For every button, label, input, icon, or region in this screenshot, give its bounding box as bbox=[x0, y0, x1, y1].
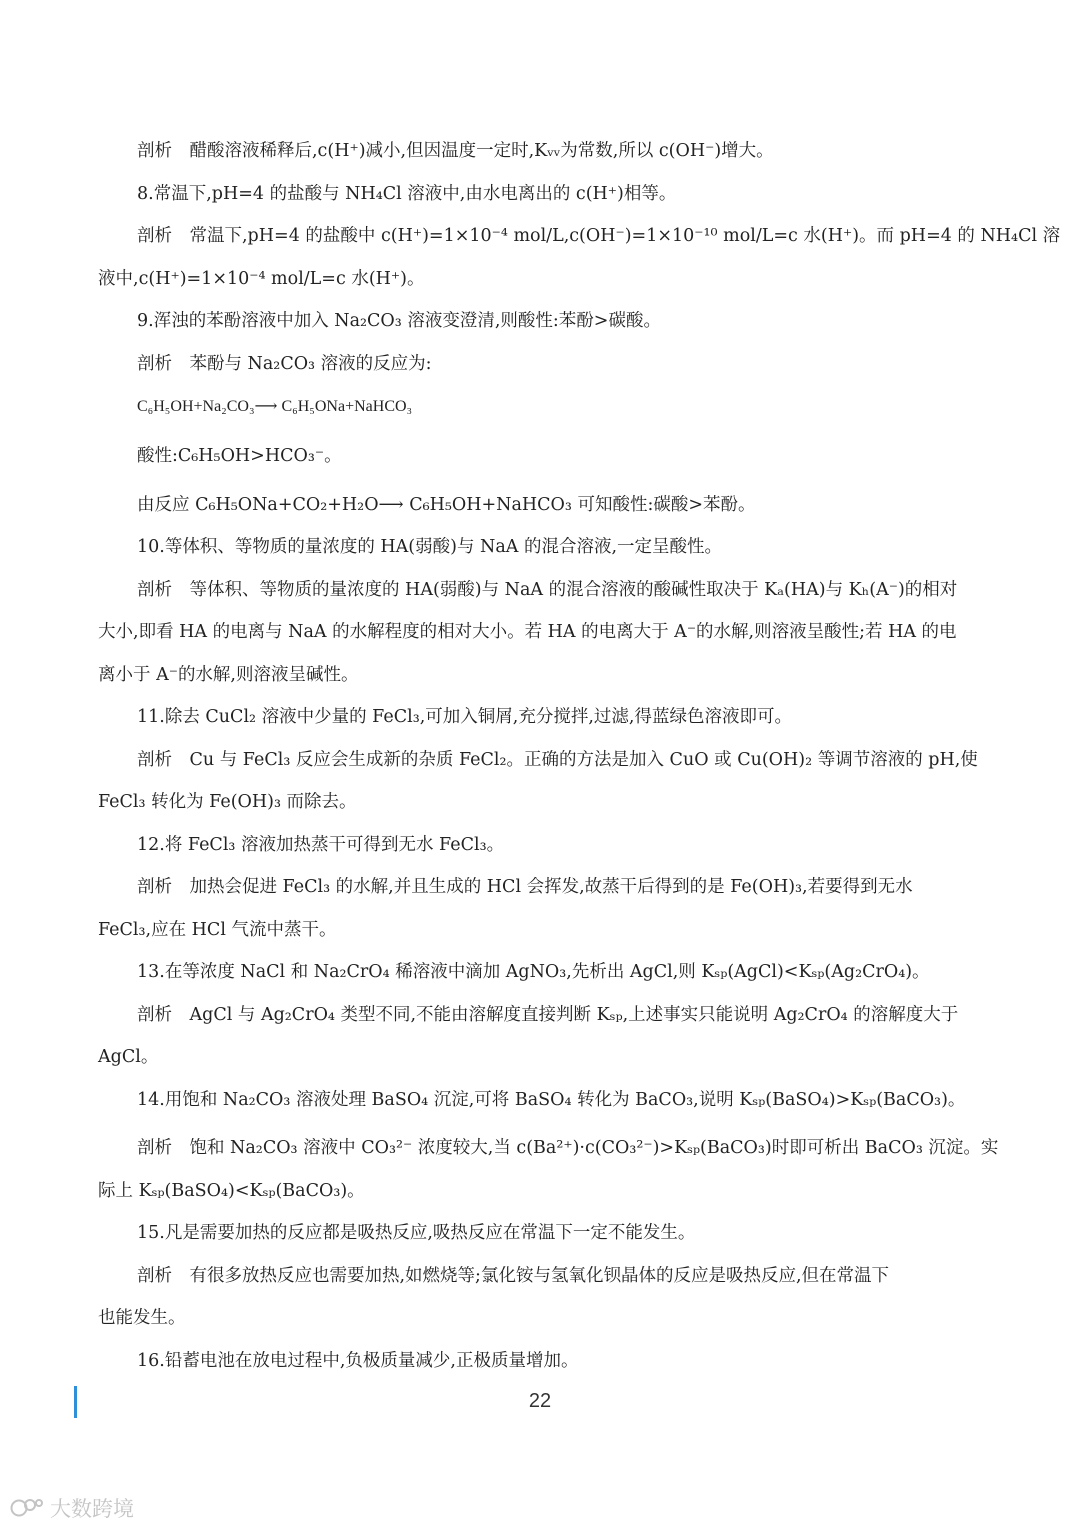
text-line: 13.在等浓度 NaCl 和 Na₂CrO₄ 稀溶液中滴加 AgNO₃,先析出 AgCl,则 Kₛₚ(AgCl)<Kₛₚ(Ag₂CrO₄)。 bbox=[137, 962, 930, 982]
text-line: 剖析 等体积、等物质的量浓度的 HA(弱酸)与 NaA 的混合溶液的酸碱性取决于 Kₐ(HA)与 Kₕ(A⁻)的相对 bbox=[137, 579, 958, 600]
text-line: 际上 Kₛₚ(BaSO₄)<Kₛₚ(BaCO₃)。 bbox=[98, 1180, 365, 1201]
text-line: 15.凡是需要加热的反应都是吸热反应,吸热反应在常温下一定不能发生。 bbox=[137, 1223, 696, 1243]
text-line: 11.除去 CuCl₂ 溶液中少量的 FeCl₃,可加入铜屑,充分搅拌,过滤,得蓝绿色溶液即可。 bbox=[137, 707, 792, 727]
text-line: 9.浑浊的苯酚溶液中加入 Na₂CO₃ 溶液变澄清,则酸性:苯酚>碳酸。 bbox=[137, 311, 661, 331]
text-line: 也能发生。 bbox=[98, 1308, 186, 1328]
text-line: 剖析 Cu 与 FeCl₃ 反应会生成新的杂质 FeCl₂。正确的方法是加入 CuO 或 Cu(OH)₂ 等调节溶液的 pH,使 bbox=[137, 749, 978, 770]
text-line: FeCl₃,应在 HCl 气流中蒸干。 bbox=[98, 919, 337, 940]
text-line: AgCl。 bbox=[98, 1047, 159, 1067]
text-line: 剖析 醋酸溶液稀释后,c(H⁺)减小,但因温度一定时,Kᵥᵥ为常数,所以 c(OH⁻)增大。 bbox=[137, 141, 774, 161]
bubble-logo-icon bbox=[10, 1497, 44, 1519]
text-line: 10.等体积、等物质的量浓度的 HA(弱酸)与 NaA 的混合溶液,一定呈酸性。 bbox=[137, 537, 723, 557]
page-content bbox=[98, 130, 1061, 1382]
text-line: 由反应 C₆H₅ONa+CO₂+H₂O⟶ C₆H₅OH+NaHCO₃ 可知酸性:碳酸>苯酚。 bbox=[137, 494, 756, 515]
text-line: 剖析 苯酚与 Na₂CO₃ 溶液的反应为: bbox=[137, 353, 432, 374]
text-line: 剖析 AgCl 与 Ag₂CrO₄ 类型不同,不能由溶解度直接判断 Kₛₚ,上述事实只能说明 Ag₂CrO₄ 的溶解度大于 bbox=[137, 1004, 959, 1025]
text-line: 酸性:C₆H₅OH>HCO₃⁻。 bbox=[137, 446, 342, 466]
text-line: 剖析 常温下,pH=4 的盐酸中 c(H⁺)=1×10⁻⁴ mol/L,c(OH⁻)=1×10⁻¹⁰ mol/L=c 水(H⁺)。而 pH=4 的 NH₄Cl 溶 bbox=[137, 226, 1061, 246]
watermark bbox=[10, 1494, 134, 1522]
text-line: FeCl₃ 转化为 Fe(OH)₃ 而除去。 bbox=[98, 792, 357, 812]
text-line: 液中,c(H⁺)=1×10⁻⁴ mol/L=c 水(H⁺)。 bbox=[98, 268, 425, 289]
text-line: 剖析 饱和 Na₂CO₃ 溶液中 CO₃²⁻ 浓度较大,当 c(Ba²⁺)·c(CO₃²⁻)>Kₛₚ(BaCO₃)时即可析出 BaCO₃ 沉淀。实 bbox=[137, 1138, 999, 1158]
text-line: 14.用饱和 Na₂CO₃ 溶液处理 BaSO₄ 沉淀,可将 BaSO₄ 转化为 BaCO₃,说明 Kₛₚ(BaSO₄)>Kₛₚ(BaCO₃)。 bbox=[137, 1089, 966, 1110]
text-line: 剖析 有很多放热反应也需要加热,如燃烧等;氯化铵与氢氧化钡晶体的反应是吸热反应,但在常温下 bbox=[137, 1265, 890, 1286]
text-line: 大小,即看 HA 的电离与 NaA 的水解程度的相对大小。若 HA 的电离大于 A⁻的水解,则溶液呈酸性;若 HA 的电 bbox=[98, 622, 957, 642]
text-line: 8.常温下,pH=4 的盐酸与 NH₄Cl 溶液中,由水电离出的 c(H⁺)相等。 bbox=[137, 183, 677, 204]
text-line: 剖析 加热会促进 FeCl₃ 的水解,并且生成的 HCl 会挥发,故蒸干后得到的是 Fe(OH)₃,若要得到无水 bbox=[137, 877, 913, 897]
text-line: 离小于 A⁻的水解,则溶液呈碱性。 bbox=[98, 664, 359, 685]
text-line: 12.将 FeCl₃ 溶液加热蒸干可得到无水 FeCl₃。 bbox=[137, 834, 505, 855]
page-number: 22 bbox=[528, 1390, 552, 1412]
watermark-text: 大数跨境 bbox=[50, 1497, 134, 1521]
text-line: 16.铅蓄电池在放电过程中,负极质量减少,正极质量增加。 bbox=[137, 1350, 579, 1371]
equation-line: C₆H₅OH+Na₂CO₃⟶ C₆H₅ONa+NaHCO₃ bbox=[137, 398, 413, 415]
